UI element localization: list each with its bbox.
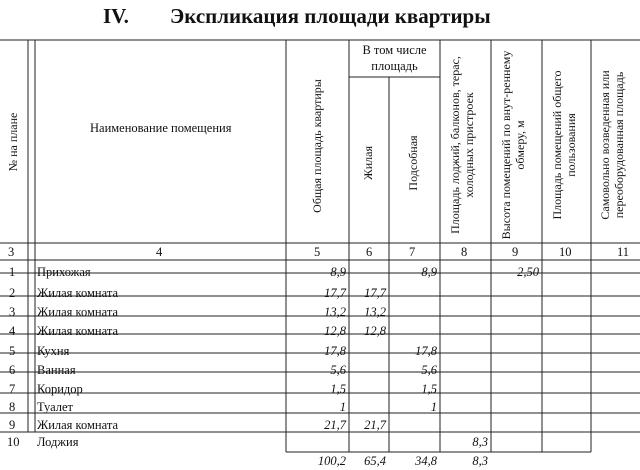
row-number: 2 (9, 286, 16, 300)
row-aux: 1,5 (421, 382, 437, 396)
row-total: 17,8 (324, 344, 346, 358)
header-living: Жилая (361, 146, 375, 181)
total-area-sum: 100,2 (317, 454, 346, 468)
row-name: Коридор (37, 382, 83, 396)
header-room-name: Наименование помещения (90, 121, 232, 135)
row-number: 10 (7, 435, 20, 449)
colnum-6: 6 (366, 245, 373, 259)
header-total-area: Общая площадь квартиры (310, 79, 324, 213)
title-text: Экспликация площади квартиры (170, 4, 491, 28)
row-number: 6 (9, 363, 16, 377)
colnum-4: 4 (156, 245, 163, 259)
row-aux: 1 (430, 400, 437, 414)
row-number: 5 (9, 344, 16, 358)
row-total: 13,2 (324, 305, 346, 319)
colnum-8: 8 (461, 245, 468, 259)
row-name: Туалет (37, 400, 74, 414)
section-number: IV. (103, 4, 129, 28)
total-aux-sum: 34,8 (415, 454, 437, 468)
row-number: 7 (9, 382, 16, 396)
header-common-area: Площадь помещений общего пользования (550, 70, 578, 220)
colnum-3: 3 (8, 245, 15, 259)
row-living: 13,2 (364, 305, 386, 319)
row-total: 8,9 (330, 265, 346, 279)
row-total: 1 (339, 400, 346, 414)
header-including-area: В том числе площадь (362, 43, 427, 73)
row-living: 12,8 (364, 324, 386, 338)
colnum-7: 7 (409, 245, 416, 259)
row-aux: 5,6 (421, 363, 437, 377)
row-name: Лоджия (37, 435, 79, 449)
row-number: 8 (9, 400, 16, 414)
row-name: Жилая комната (37, 286, 118, 300)
colnum-9: 9 (512, 245, 519, 259)
header-loggia-area: Площадь лоджий, балконов, терас, холодных пристроек (448, 56, 476, 234)
colnum-5: 5 (314, 245, 321, 259)
row-total: 21,7 (324, 418, 346, 432)
row-number: 9 (9, 418, 16, 432)
total-loggia-sum: 8,3 (472, 454, 488, 468)
colnum-10: 10 (559, 245, 572, 259)
header-unauthorized-area: Самовольно возведенная или переоборудованная площадь (598, 70, 626, 220)
row-name: Жилая комната (37, 418, 118, 432)
row-loggia: 8,3 (472, 435, 488, 449)
row-number: 3 (9, 305, 16, 319)
row-name: Жилая комната (37, 324, 118, 338)
row-aux: 17,8 (415, 344, 437, 358)
row-total: 5,6 (330, 363, 346, 377)
row-name: Кухня (37, 344, 70, 358)
row-number: 4 (9, 324, 16, 338)
total-living-sum: 65,4 (364, 454, 386, 468)
row-total: 17,7 (324, 286, 346, 300)
row-name: Жилая комната (37, 305, 118, 319)
row-aux: 8,9 (421, 265, 437, 279)
header-room-height: Высота помещений по внут-реннему обмеру, м (499, 50, 527, 240)
colnum-11: 11 (617, 245, 630, 259)
header-plan-number: № на плане (6, 112, 20, 172)
row-number: 1 (9, 265, 16, 279)
header-auxiliary: Подсобная (406, 135, 420, 191)
row-living: 21,7 (364, 418, 386, 432)
row-name: Прихожая (37, 265, 91, 279)
row-total: 1,5 (330, 382, 346, 396)
row-name: Ванная (37, 363, 76, 377)
row-height: 2,50 (517, 265, 539, 279)
row-total: 12,8 (324, 324, 346, 338)
row-living: 17,7 (364, 286, 386, 300)
